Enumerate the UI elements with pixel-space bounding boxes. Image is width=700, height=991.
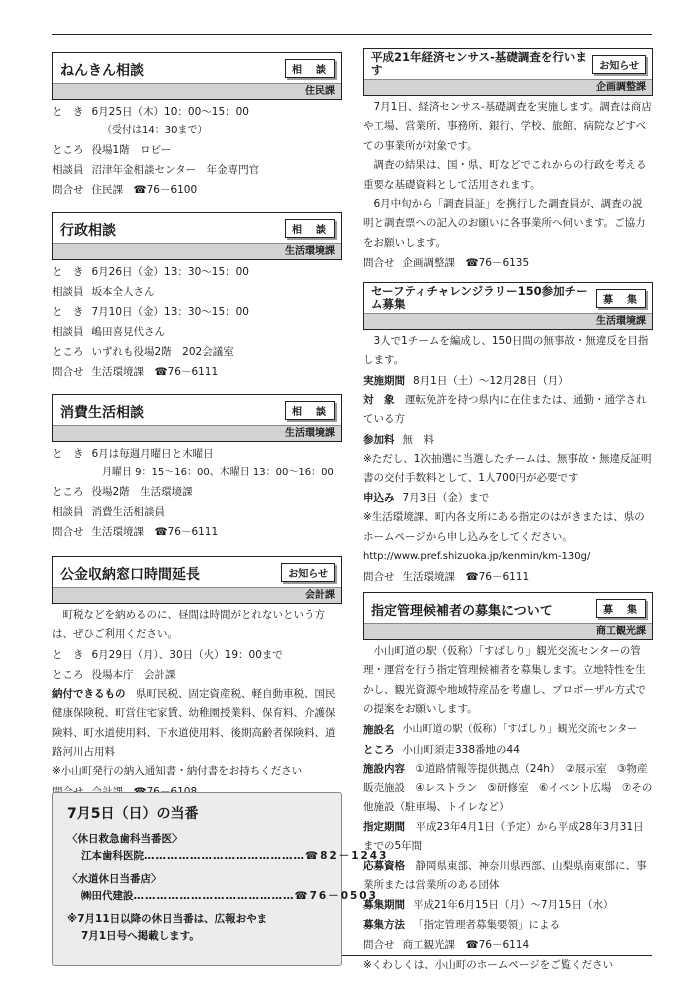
row-value: 6月29日（月）、30日（火）19：00まで [91,648,283,661]
row-key: と き [52,266,84,278]
intro-text: 町税などを納めるのに、昼間は時間がとれないという方は、ぜひご利用ください。 [52,609,325,641]
row-key: 相談員 [52,164,84,176]
section-title: ねんきん相談 [60,63,144,79]
row-key: 相談員 [52,286,84,298]
paragraph-3: 6月中旬から「調査員証」を携行した調査員が、調査の説明と調査票への記入のお願いに各事業所へ伺います。ご協力をお願いします。 [363,198,646,249]
box-title: 7月5日（日）の当番 [67,806,199,822]
consultation-badge: 相 談 [285,219,335,238]
facility-contents [363,760,653,818]
eligibility [363,857,653,896]
row-key: 問合せ [363,257,395,270]
consultation-badge: 相 談 [285,59,335,78]
intro-text: 小山町道の駅（仮称）「すばしり」観光交流センターの管理・運営を行う指定管理候補者を募集します。立地特性を生かし、観光資源や地域特産品を考慮し、プロポーザル方式での提案をお願いします。 [363,645,646,716]
row-key: ところ [52,668,84,681]
note-text: ※小山町発行の納入通知書・納付書をお持ちください [52,765,303,778]
row-value: 住民課 ☎76－6100 [91,184,198,196]
row-key: 問合せ [363,939,395,952]
row-key: ところ [363,743,395,756]
economic-census-section [363,48,653,273]
row-value: 沼津年金相談センター 年金専門官 [91,164,260,176]
administrative-consultation-section [52,212,342,382]
leader-dots: …………………………………… [133,890,295,902]
note-line-1: ※7月11日以降の休日当番は、広報おやま [67,913,268,925]
top-rule [52,34,652,35]
row-value: 無 料 [402,433,434,446]
row-sub: 月曜日 9：15〜16：00、木曜日 13：00〜16：00 [102,467,334,478]
note-line-2: 7月1日号へ掲載します。 [81,930,200,942]
section-header [52,52,342,100]
water-heading: 〈水道休日当番店〉 [67,873,162,885]
dental-heading: 〈休日救急歯科当番医〉 [67,833,183,845]
consultation-badge: 相 談 [285,401,335,420]
department-label: 会計課 [53,587,341,603]
row-value: 7月3日（金）まで [402,492,490,505]
section-title: 平成21年経済センサス‐基礎調査を行います [371,50,587,77]
section-title: セーフティチャレンジラリー150参加チーム募集 [371,284,588,311]
department-label: 生活環境課 [53,425,341,441]
row-key: と き [52,648,84,661]
department-label: 生活環境課 [53,243,341,259]
section-title: 公金収納窓口時間延長 [60,567,200,583]
consumer-consultation-section [52,394,342,542]
row-value: 生活環境課 ☎76－6111 [91,526,219,538]
row-value: 平成21年6月15日（月）〜7月15日（水） [413,899,614,912]
department-label: 商工観光課 [364,623,652,639]
water-name: ㈱田代建設 [81,890,134,902]
row-value: 生活環境課 ☎76－6111 [91,366,219,378]
row-key: 施設内容 [363,762,405,775]
row-value: 6月は毎週月曜日と木曜日 [91,448,214,460]
row-value: 生活環境課 ☎76－6111 [402,571,530,584]
target-text [363,391,653,430]
row-value: 企画調整課 ☎76－6135 [402,257,530,270]
row-key: 問合せ [52,526,84,538]
note-text: ※ただし、1次抽選に当選したチームは、無事故・無違反証明書の交付手数料として、1人700円が必要です [363,452,652,485]
leader-dots: …………………………………… [144,850,305,862]
paragraph-2: 調査の結果は、国・県、町などでこれからの行政を考える重要な基礎資料として活用されます。 [363,159,647,191]
row-value: 「指定管理者募集要領」による [413,919,560,932]
row-key: 応募資格 [363,859,405,872]
row-key: 相談員 [52,326,84,338]
row-value: 県町民税、固定資産税、軽自動車税、国民健康保険税、町営住宅家賃、幼稚園授業料、保育料、介護保険料、町水道使用料、下水道使用料、後期高齢者保険料、道路河川占用料 [52,687,336,759]
row-key: 指定期間 [363,820,405,833]
department-label: 生活環境課 [364,313,652,329]
row-value: 役場2階 生活環境課 [91,486,193,498]
department-label: 住民課 [53,83,341,99]
row-key: 参加料 [363,433,395,446]
row-key: と き [52,106,84,118]
row-value: 商工観光課 ☎76－6114 [402,939,530,952]
note-text: ※生活環境課、町内各支所にある指定のはがきまたは、県のホームページから申し込みをしてください。 [363,511,645,543]
row-key: と き [52,448,84,460]
row-key: 相談員 [52,506,84,518]
row-key: 問合せ [52,184,84,196]
water-entry [67,888,378,905]
notice-badge: お知らせ [592,55,646,74]
row-value: 嶋田喜見代さん [91,326,165,338]
url-link[interactable]: http://www.pref.shizuoka.jp/kenmin/km-130g/ [363,551,591,563]
pension-consultation-section [52,52,342,200]
section-title: 指定管理候補者の募集について [371,604,553,619]
section-header [52,556,342,604]
row-value: 6月26日（金）13：30〜15：00 [91,266,249,278]
row-value: 6月25日（木）10：00〜15：00 [91,106,249,118]
payment-hours-section [52,556,342,802]
row-key: ところ [52,144,84,156]
row-value: 7月10日（金）13：30〜15：00 [91,306,249,318]
row-key: 施設名 [363,723,395,736]
row-key: ところ [52,346,84,358]
section-header [363,48,653,96]
row-key: 問合せ [363,571,395,584]
water-phone: ☎76－0503 [294,890,378,902]
notice-badge: お知らせ [281,563,335,582]
row-key: 対 象 [363,393,395,406]
section-title: 消費生活相談 [60,405,144,421]
section-header [363,282,653,330]
note-text: ※くわしくは、小山町のホームページをご覧ください [363,959,614,972]
dental-entry [67,848,389,865]
section-header [363,592,653,640]
dental-name: 江本歯科医院 [81,850,144,862]
row-sub: （受付は14：30まで） [102,125,208,136]
designation-period [363,818,653,857]
row-key: と き [52,306,84,318]
row-value: 小山町須走338番地の44 [402,743,520,756]
row-value: 消費生活相談員 [91,506,165,518]
recruit-badge: 募 集 [596,289,646,308]
dental-phone: ☎82－1243 [305,850,389,862]
row-value: 坂本全人さん [91,286,155,298]
designated-manager-section [363,592,653,975]
row-key: 募集期間 [363,899,405,912]
safety-rally-section [363,282,653,587]
row-value: 役場本庁 会計課 [91,668,176,681]
row-value: ①道路情報等提供拠点（24h） ②展示室 ③物産販売施設 ④レストラン ⑤研修室 ⑥イベント広場 ⑦その他施設（駐車場、トイレなど） [363,762,653,814]
row-value: 8月1日（土）〜12月28日（月） [413,374,569,387]
row-key: 申込み [363,492,395,505]
row-key: 問合せ [52,366,84,378]
paragraph-1: 7月1日、経済センサス‐基礎調査を実施します。調査は商店や工場、営業所、事務所、銀行、学校、旅館、病院などすべての事業所が対象です。 [363,101,652,152]
row-value: いずれも役場2階 202会議室 [91,346,234,358]
section-header [52,212,342,260]
section-header [52,394,342,442]
row-key: 募集方法 [363,919,405,932]
row-value: 平成23年4月1日（予定）から平成28年3月31日までの5年間 [363,820,644,853]
intro-text: 3人で1チームを編成し、150日間の無事故・無違反を目指します。 [363,335,649,367]
row-key: ところ [52,486,84,498]
row-value: 役場1階 ロビー [91,144,172,156]
row-value: 小山町道の駅（仮称）「すばしり」観光交流センター [402,723,638,735]
row-key: 実施期間 [363,374,405,387]
section-title: 行政相談 [60,223,116,239]
department-label: 企画調整課 [364,79,652,95]
recruit-badge: 募 集 [596,599,646,618]
row-value: 静岡県東部、神奈川県西部、山梨県南東部に、事業所または営業所のある団体 [363,859,647,892]
payable-items [52,685,342,763]
row-value: 運転免許を持つ県内に在住または、通勤・通学されている方 [363,393,647,426]
row-key: 納付できるもの [52,687,126,700]
